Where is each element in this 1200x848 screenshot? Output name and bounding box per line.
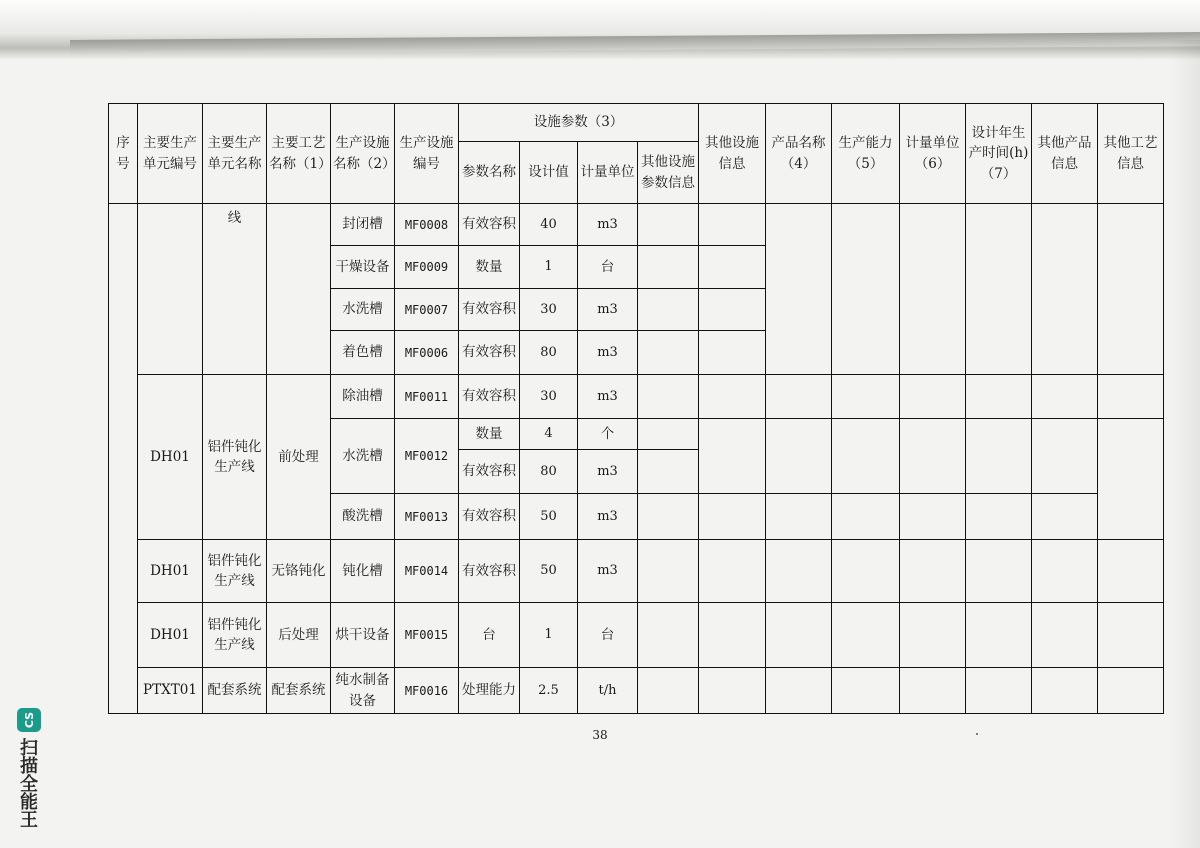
param-name-cell: 数量 xyxy=(459,246,520,289)
header-design-hours: 设计年生产时间(h)（7） xyxy=(966,104,1032,204)
capacity-unit-cell xyxy=(900,603,966,668)
process-cell: 配套系统 xyxy=(267,668,331,714)
other-process-info-cell xyxy=(1098,204,1164,375)
capacity-unit-cell xyxy=(900,540,966,603)
measure-unit-cell: m3 xyxy=(578,494,638,540)
header-param-name: 参数名称 xyxy=(459,142,520,204)
other-param-info-cell xyxy=(638,540,699,603)
design-hours-cell xyxy=(966,204,1032,375)
other-product-info-cell xyxy=(1032,204,1098,375)
unit-name-cell: 铝件钝化生产线 xyxy=(203,375,267,540)
design-value-cell: 40 xyxy=(520,204,578,246)
facility-code-cell: MF0012 xyxy=(395,419,459,494)
other-param-info-cell xyxy=(638,494,699,540)
measure-unit-cell: t/h xyxy=(578,668,638,714)
other-product-info-cell xyxy=(1032,494,1098,540)
facility-code-cell: MF0016 xyxy=(395,668,459,714)
param-name-cell: 处理能力 xyxy=(459,668,520,714)
page-right-shadow xyxy=(1170,40,1200,848)
param-name-cell: 有效容积 xyxy=(459,540,520,603)
other-process-info-cell xyxy=(1098,375,1164,419)
facility-code-cell: MF0011 xyxy=(395,375,459,419)
other-param-info-cell xyxy=(638,204,699,246)
header-seq: 序号 xyxy=(109,104,138,204)
seq-cell xyxy=(109,204,138,714)
scanner-logo-icon: CS xyxy=(17,708,41,732)
product-name-cell xyxy=(766,668,832,714)
facility-code-cell: MF0015 xyxy=(395,603,459,668)
header-params-group: 设施参数（3） xyxy=(459,104,699,142)
param-name-cell: 有效容积 xyxy=(459,289,520,331)
unit-code-cell: DH01 xyxy=(138,540,203,603)
param-name-cell: 有效容积 xyxy=(459,450,520,494)
design-value-cell: 30 xyxy=(520,289,578,331)
design-hours-cell xyxy=(966,375,1032,419)
other-param-info-cell xyxy=(638,450,699,494)
measure-unit-cell: m3 xyxy=(578,289,638,331)
header-unit-name: 主要生产单元名称 xyxy=(203,104,267,204)
facility-code-cell: MF0007 xyxy=(395,289,459,331)
measure-unit-cell: m3 xyxy=(578,204,638,246)
capacity-unit-cell xyxy=(900,668,966,714)
page-number: 38 xyxy=(592,728,608,742)
header-measure-unit: 计量单位 xyxy=(578,142,638,204)
capacity-cell xyxy=(832,494,900,540)
other-product-info-cell xyxy=(1032,540,1098,603)
design-hours-cell xyxy=(966,494,1032,540)
capacity-cell xyxy=(832,204,900,375)
capacity-cell xyxy=(832,540,900,603)
product-name-cell xyxy=(766,375,832,419)
unit-name-cell: 铝件钝化生产线 xyxy=(203,540,267,603)
unit-code-cell: DH01 xyxy=(138,375,203,540)
header-product-name: 产品名称（4） xyxy=(766,104,832,204)
product-name-cell xyxy=(766,540,832,603)
facility-name-cell: 纯水制备设备 xyxy=(331,668,395,714)
capacity-cell xyxy=(832,668,900,714)
capacity-cell xyxy=(832,419,900,494)
other-param-info-cell xyxy=(638,603,699,668)
measure-unit-cell: m3 xyxy=(578,540,638,603)
facility-name-cell: 着色槽 xyxy=(331,331,395,375)
product-name-cell xyxy=(766,603,832,668)
other-facility-info-cell xyxy=(699,419,766,494)
facility-name-cell: 干燥设备 xyxy=(331,246,395,289)
facility-code-cell: MF0013 xyxy=(395,494,459,540)
capacity-unit-cell xyxy=(900,419,966,494)
unit-name-cell: 铝件钝化生产线 xyxy=(203,603,267,668)
other-param-info-cell xyxy=(638,375,699,419)
other-product-info-cell xyxy=(1032,668,1098,714)
param-name-cell: 台 xyxy=(459,603,520,668)
param-name-cell: 有效容积 xyxy=(459,204,520,246)
scanner-watermark xyxy=(14,708,44,838)
process-cell: 无铬钝化 xyxy=(267,540,331,603)
design-value-cell: 1 xyxy=(520,603,578,668)
facility-table xyxy=(108,103,1164,714)
product-name-cell xyxy=(766,494,832,540)
param-name-cell: 数量 xyxy=(459,419,520,450)
design-value-cell: 2.5 xyxy=(520,668,578,714)
other-facility-info-cell xyxy=(699,494,766,540)
design-hours-cell xyxy=(966,603,1032,668)
speck xyxy=(976,733,978,735)
header-design-value: 设计值 xyxy=(520,142,578,204)
facility-name-cell: 酸洗槽 xyxy=(331,494,395,540)
design-hours-cell xyxy=(966,419,1032,494)
measure-unit-cell: m3 xyxy=(578,450,638,494)
other-product-info-cell xyxy=(1032,375,1098,419)
header-unit-code: 主要生产单元编号 xyxy=(138,104,203,204)
header-other-facility-info: 其他设施信息 xyxy=(699,104,766,204)
facility-name-cell: 水洗槽 xyxy=(331,419,395,494)
other-process-info-cell xyxy=(1098,419,1164,540)
facility-code-cell: MF0006 xyxy=(395,331,459,375)
unit-code-cell xyxy=(138,204,203,375)
capacity-unit-cell xyxy=(900,204,966,375)
other-facility-info-cell xyxy=(699,289,766,331)
other-facility-info-cell xyxy=(699,204,766,246)
other-param-info-cell xyxy=(638,246,699,289)
measure-unit-cell: 台 xyxy=(578,603,638,668)
header-facility-name: 生产设施名称（2） xyxy=(331,104,395,204)
param-name-cell: 有效容积 xyxy=(459,494,520,540)
other-facility-info-cell xyxy=(699,668,766,714)
other-process-info-cell xyxy=(1098,668,1164,714)
design-value-cell: 4 xyxy=(520,419,578,450)
other-param-info-cell xyxy=(638,419,699,450)
design-hours-cell xyxy=(966,668,1032,714)
process-cell xyxy=(267,204,331,375)
design-value-cell: 50 xyxy=(520,494,578,540)
other-param-info-cell xyxy=(638,289,699,331)
other-process-info-cell xyxy=(1098,540,1164,603)
header-other-process-info: 其他工艺信息 xyxy=(1098,104,1164,204)
capacity-cell xyxy=(832,375,900,419)
other-facility-info-cell xyxy=(699,246,766,289)
other-product-info-cell xyxy=(1032,419,1098,494)
other-facility-info-cell xyxy=(699,540,766,603)
header-other-param-info: 其他设施参数信息 xyxy=(638,142,699,204)
measure-unit-cell: 台 xyxy=(578,246,638,289)
param-name-cell: 有效容积 xyxy=(459,331,520,375)
design-value-cell: 30 xyxy=(520,375,578,419)
facility-name-cell: 水洗槽 xyxy=(331,289,395,331)
facility-name-cell: 钝化槽 xyxy=(331,540,395,603)
design-hours-cell xyxy=(966,540,1032,603)
measure-unit-cell: m3 xyxy=(578,375,638,419)
unit-name-cell: 线 xyxy=(203,204,267,375)
facility-code-cell: MF0014 xyxy=(395,540,459,603)
capacity-cell xyxy=(832,603,900,668)
measure-unit-cell: 个 xyxy=(578,419,638,450)
unit-code-cell: PTXT01 xyxy=(138,668,203,714)
process-cell: 前处理 xyxy=(267,375,331,540)
other-param-info-cell xyxy=(638,668,699,714)
other-product-info-cell xyxy=(1032,603,1098,668)
facility-name-cell: 除油槽 xyxy=(331,375,395,419)
other-process-info-cell xyxy=(1098,603,1164,668)
capacity-unit-cell xyxy=(900,494,966,540)
facility-name-cell: 封闭槽 xyxy=(331,204,395,246)
other-param-info-cell xyxy=(638,331,699,375)
facility-code-cell: MF0009 xyxy=(395,246,459,289)
product-name-cell xyxy=(766,204,832,375)
header-capacity: 生产能力（5） xyxy=(832,104,900,204)
scanner-watermark-text: 扫描全能王 xyxy=(17,738,38,828)
design-value-cell: 80 xyxy=(520,450,578,494)
header-process: 主要工艺名称（1） xyxy=(267,104,331,204)
design-value-cell: 50 xyxy=(520,540,578,603)
measure-unit-cell: m3 xyxy=(578,331,638,375)
facility-name-cell: 烘干设备 xyxy=(331,603,395,668)
header-facility-code: 生产设施编号 xyxy=(395,104,459,204)
other-facility-info-cell xyxy=(699,331,766,375)
unit-code-cell: DH01 xyxy=(138,603,203,668)
design-value-cell: 80 xyxy=(520,331,578,375)
facility-code-cell: MF0008 xyxy=(395,204,459,246)
unit-name-cell: 配套系统 xyxy=(203,668,267,714)
header-capacity-unit: 计量单位（6） xyxy=(900,104,966,204)
process-cell: 后处理 xyxy=(267,603,331,668)
other-facility-info-cell xyxy=(699,603,766,668)
capacity-unit-cell xyxy=(900,375,966,419)
product-name-cell xyxy=(766,419,832,494)
param-name-cell: 有效容积 xyxy=(459,375,520,419)
header-other-product-info: 其他产品信息 xyxy=(1032,104,1098,204)
design-value-cell: 1 xyxy=(520,246,578,289)
other-facility-info-cell xyxy=(699,375,766,419)
